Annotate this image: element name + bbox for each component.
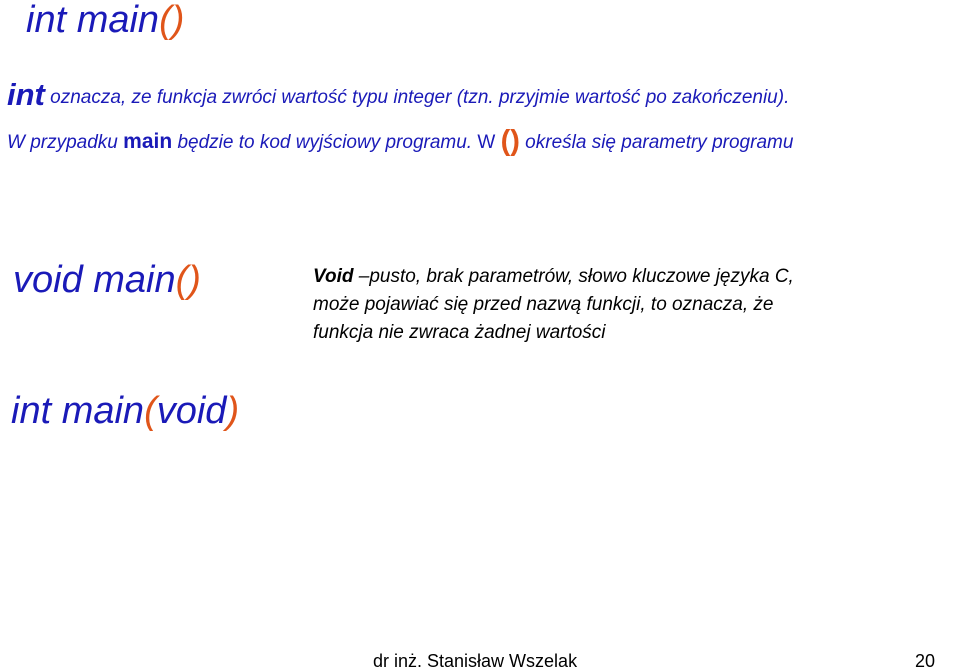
footer-author: dr inż. Stanisław Wszelak: [373, 651, 578, 671]
void-description-rest: –pusto, brak parametrów, słowo kluczowe języka C,: [353, 266, 794, 287]
title-paren: (): [159, 0, 185, 41]
void-description-line-1: [313, 263, 794, 291]
void-description-line-2: może pojawiać się przed nazwą funkcji, to oznacza, że: [313, 294, 774, 315]
void-main-paren: (): [175, 259, 201, 301]
open-paren: (: [144, 390, 157, 432]
close-paren: ): [226, 390, 240, 432]
int-explanation-text: oznacza, ze funkcja zwróci wartość typu integer (tzn. przyjmie wartość po zakończeniu).: [44, 87, 790, 108]
void-description: [313, 263, 794, 347]
void-main-keyword: void main: [13, 259, 176, 301]
main-explanation-line: [7, 124, 793, 160]
void-param-keyword: void: [156, 390, 227, 432]
int-main-void-heading: [11, 389, 239, 433]
void-keyword: Void: [313, 266, 354, 287]
void-description-line-3: funkcja nie zwraca żadnej wartości: [313, 322, 606, 343]
params-w: W: [477, 132, 501, 153]
params-explanation: określa się parametry programu: [519, 132, 794, 153]
title-keyword: int main: [26, 0, 160, 41]
int-explanation-line: [7, 78, 789, 115]
main-explanation-pre: W przypadku: [7, 132, 124, 153]
params-paren: (): [500, 125, 520, 157]
slide-title: [26, 0, 184, 42]
int-main-keyword: int main: [11, 390, 145, 432]
main-keyword: main: [123, 130, 173, 153]
void-main-heading: [13, 258, 201, 302]
int-keyword: int: [7, 77, 45, 112]
main-explanation-mid: będzie to kod wyjściowy programu.: [172, 132, 478, 153]
page-number: 20: [915, 651, 936, 671]
